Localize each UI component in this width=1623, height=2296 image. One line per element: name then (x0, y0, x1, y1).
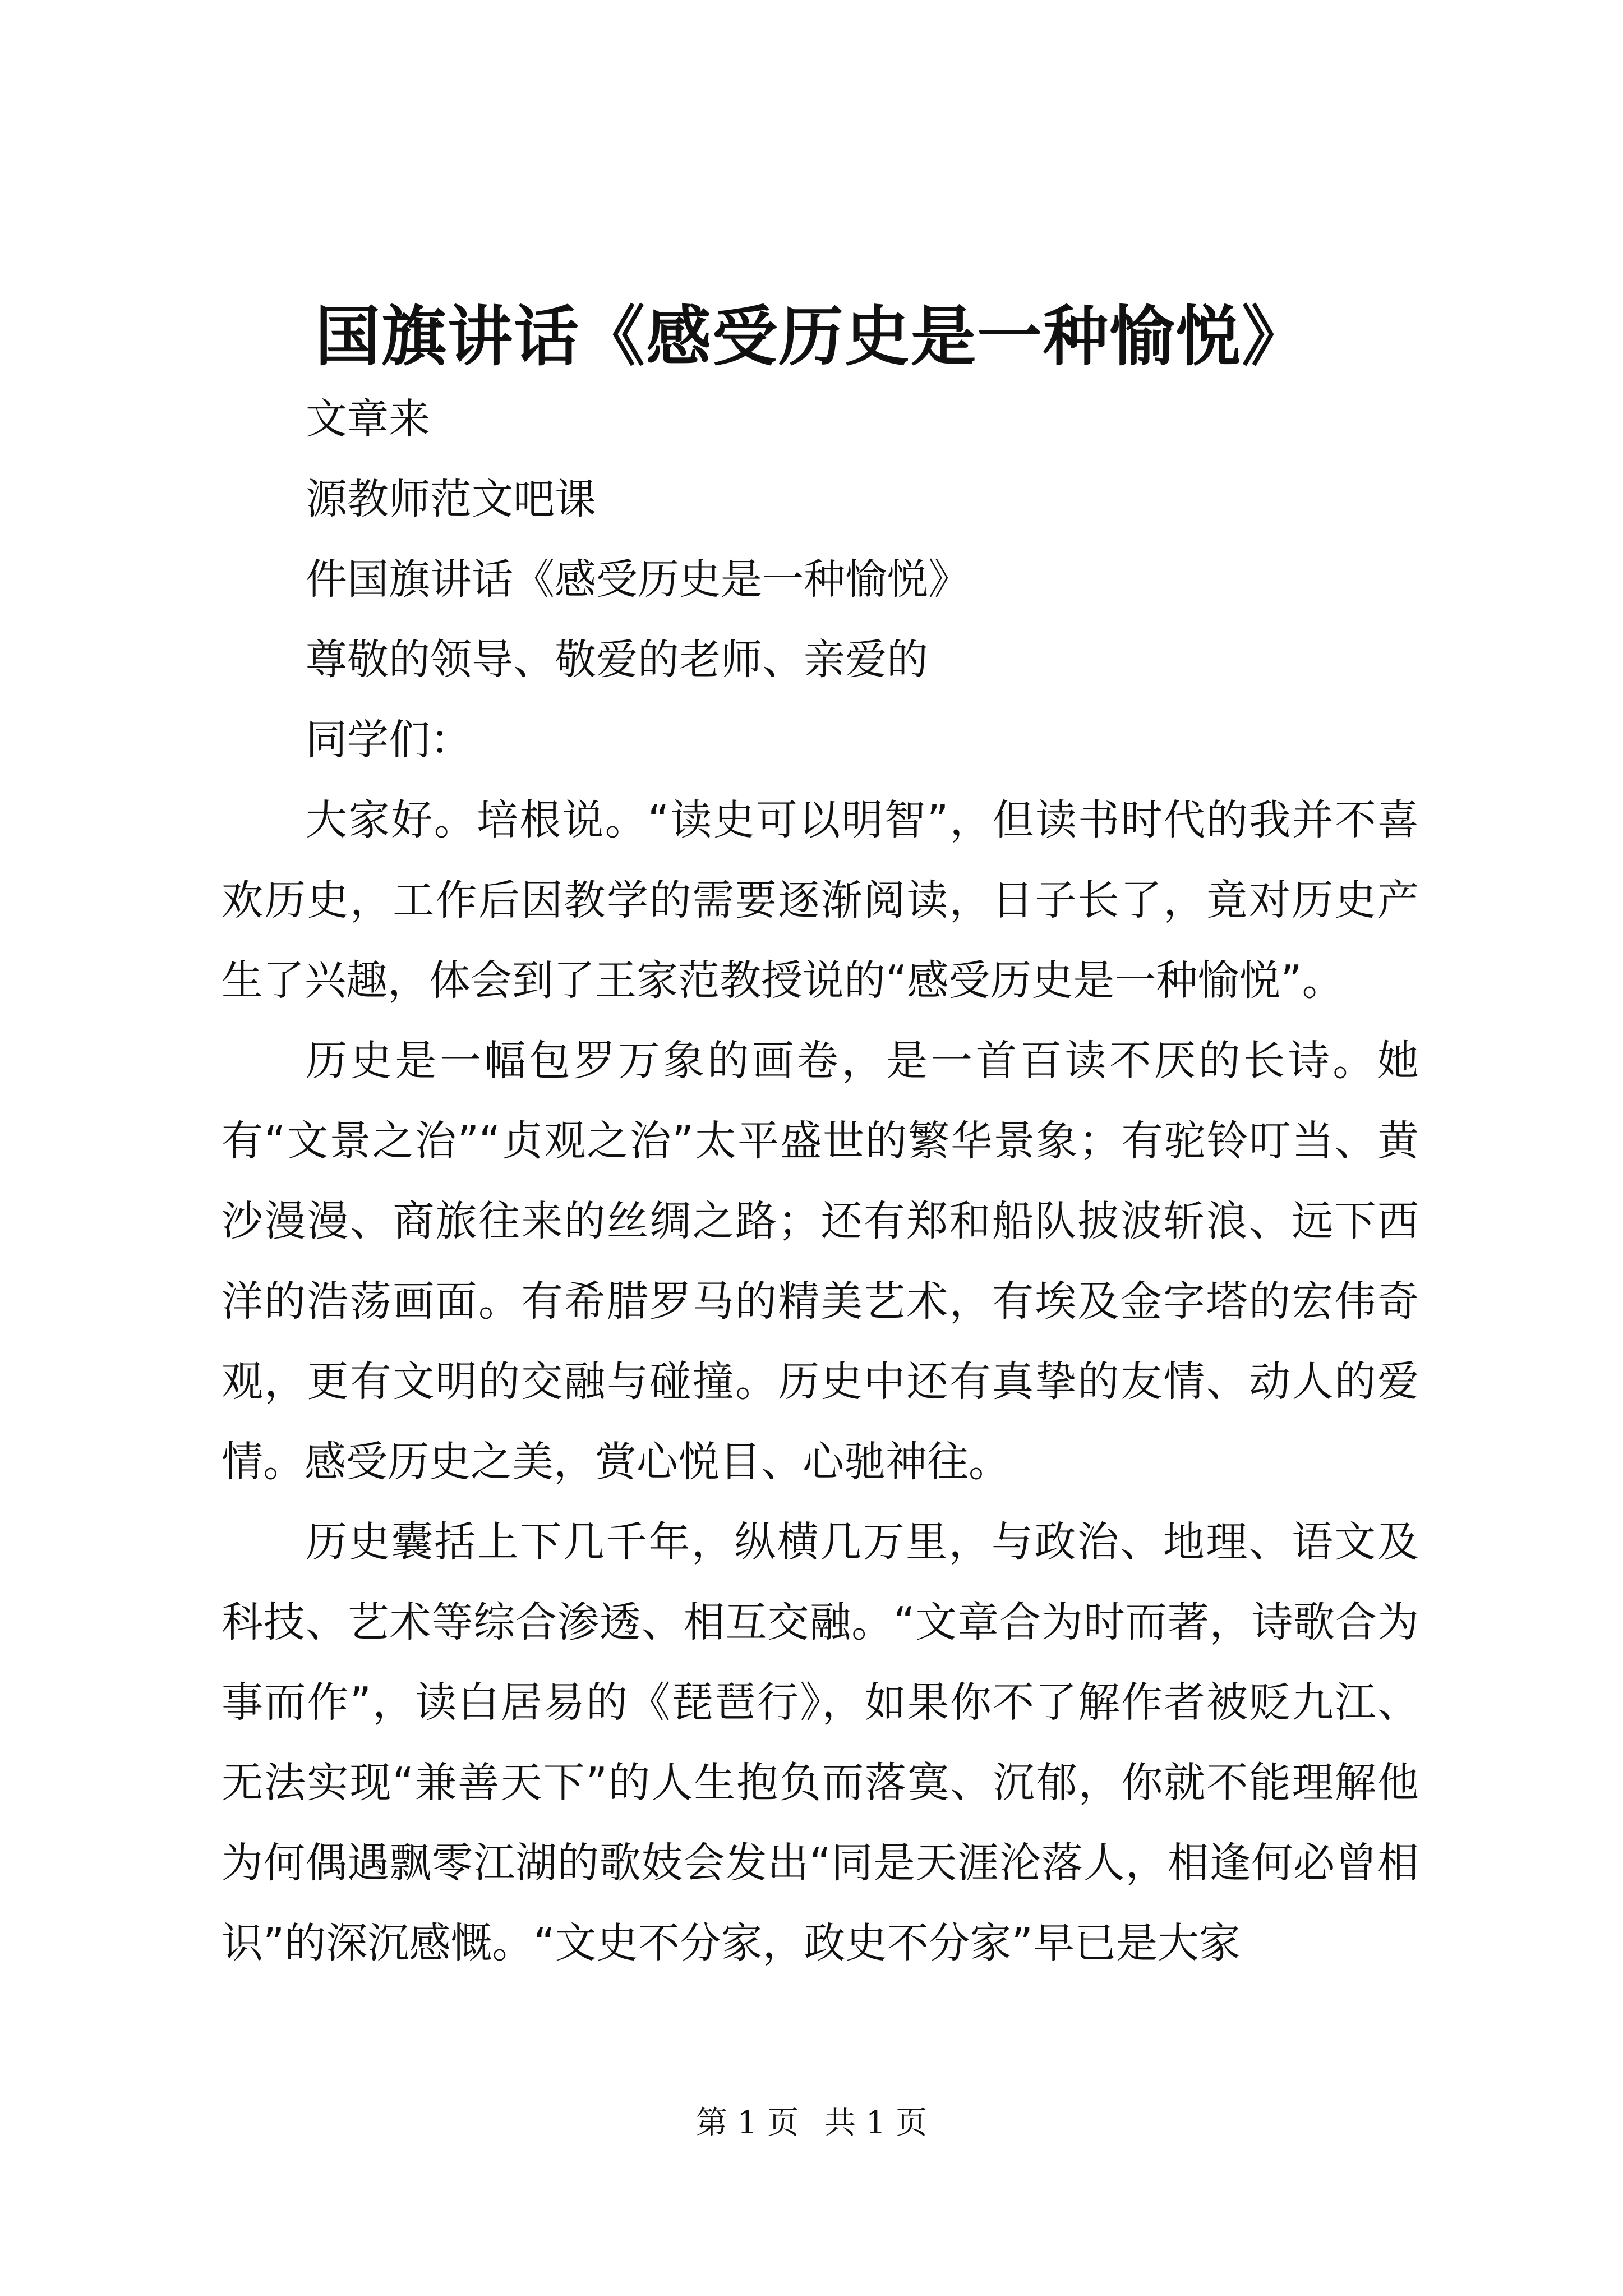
body-line: 尊敬的领导、敬爱的老师、亲爱的 (306, 636, 928, 684)
page-total: 共 1 页 (824, 2105, 928, 2141)
body-line: 件国旗讲话《感受历史是一种愉悦》 (306, 555, 970, 604)
body-line: 源教师范文吧课 (306, 475, 596, 523)
document-body (222, 379, 1419, 1984)
paragraph-history-scroll: 历史是一幅包罗万象的画卷，是一首百读不厌的长诗。她有“文景之治”“贞观之治”太平盛世的繁华景象；有驼铃叮当、黄沙漫漫、商旅往来的丝绸之路；还有郑和船队披波斩浪、远下西洋的浩荡画面。有希腊罗马的精美艺术，有埃及金字塔的宏伟奇观，更有文明的交融与碰撞。历史中还有真挚的友情、动人的爱情。感受历史之美，赏心悦目、心驰神往。 (222, 1037, 1419, 1486)
salutation-line: 同学们： (306, 716, 472, 764)
page-footer (0, 2101, 1623, 2146)
paragraph-history-integration: 历史囊括上下几千年，纵横几万里，与政治、地理、语文及科技、艺术等综合渗透、相互交融。“文章合为时而著，诗歌合为事而作”，读白居易的《琵琶行》，如果你不了解作者被贬九江、无法实现“兼善天下”的人生抱负而落寞、沉郁，你就不能理解他为何偶遇飘零江湖的歌妓会发出“同是天涯沦落人，相逢何必曾相识”的深沉感慨。“文史不分家，政史不分家”早已是大家 (222, 1518, 1419, 1967)
page-number: 第 1 页 (695, 2105, 799, 2141)
document-title: 国旗讲话《感受历史是一种愉悦》 (315, 298, 1308, 375)
paragraph-intro: 大家好。培根说。“读史可以明智”，但读书时代的我并不喜欢历史，工作后因教学的需要逐渐阅读，日子长了，竟对历史产生了兴趣，体会到了王家范教授说的“感受历史是一种愉悦”。 (222, 796, 1419, 1005)
body-line: 文章来 (306, 395, 430, 443)
